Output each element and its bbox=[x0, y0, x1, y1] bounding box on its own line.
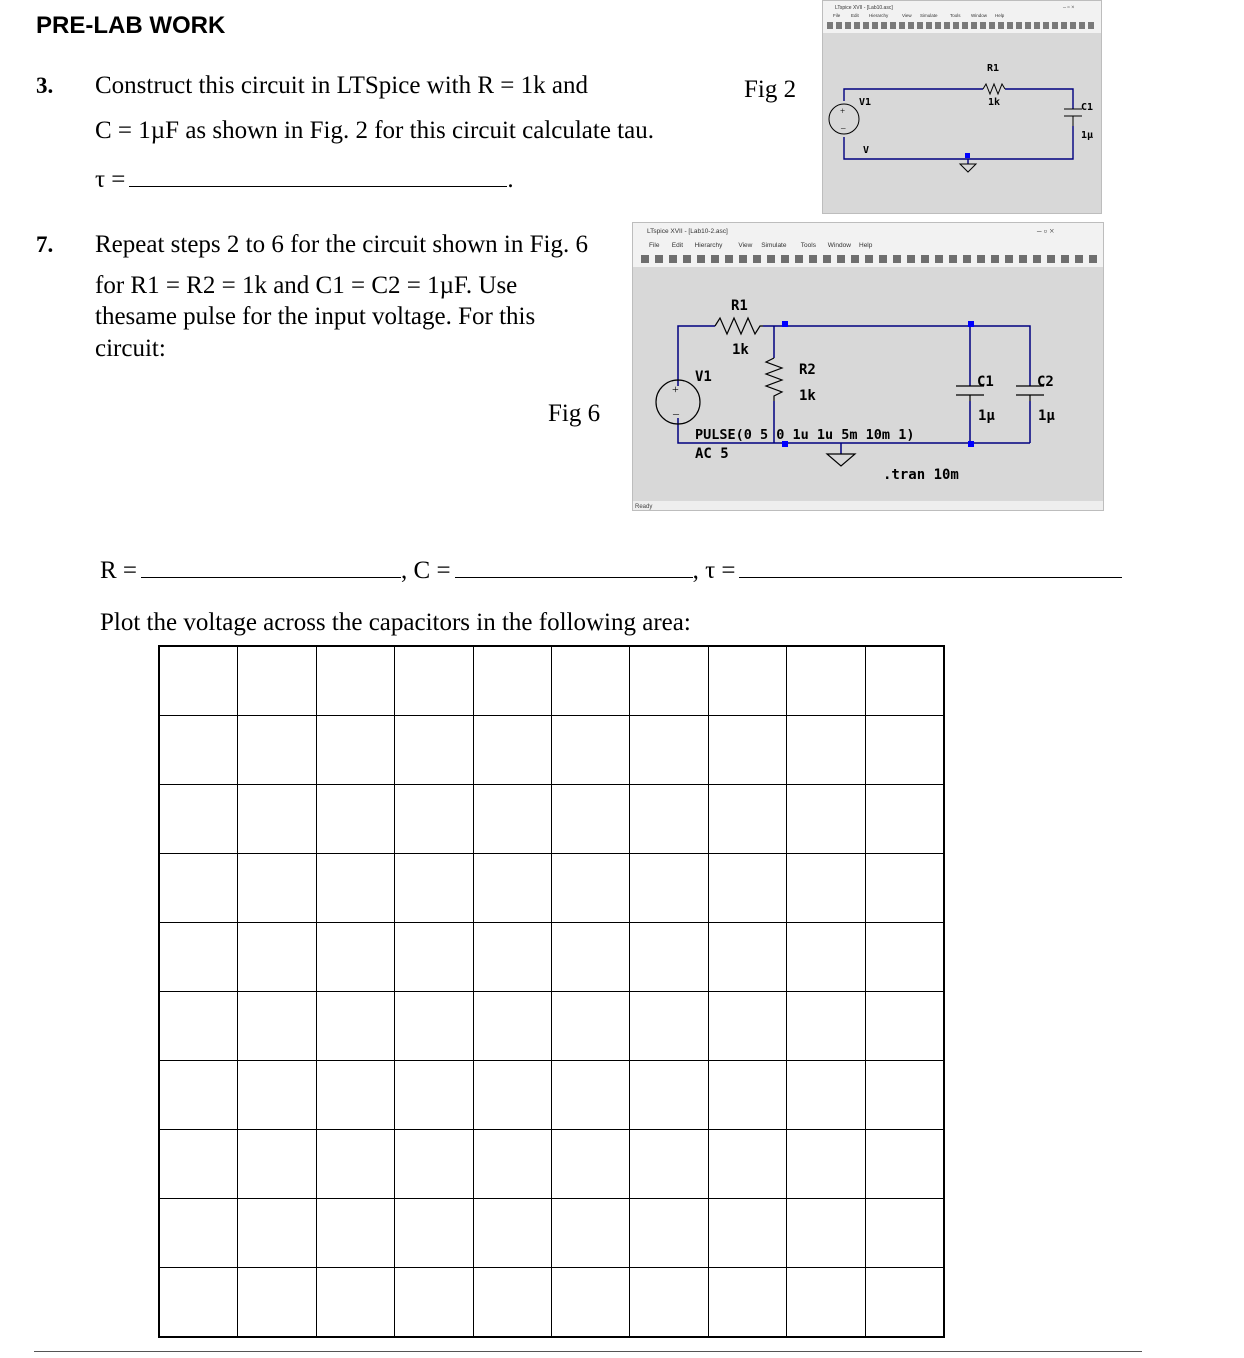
plot-grid-cell bbox=[865, 785, 943, 854]
toolbar-icon[interactable] bbox=[1061, 255, 1069, 263]
plot-grid-cell bbox=[630, 647, 708, 716]
plot-grid-cell bbox=[316, 785, 394, 854]
plot-grid-cell bbox=[551, 647, 629, 716]
fig6-pulse-directive: PULSE(0 5 0 1u 1u 5m 10m 1) bbox=[695, 427, 915, 443]
plot-grid-cell bbox=[473, 923, 551, 992]
plot-grid-cell bbox=[238, 1061, 316, 1130]
plot-grid-cell bbox=[551, 1268, 629, 1337]
plot-grid-cell bbox=[708, 1199, 786, 1268]
plot-grid-cell bbox=[473, 1130, 551, 1199]
toolbar-icon[interactable] bbox=[899, 22, 905, 29]
menu-item-file[interactable]: File bbox=[649, 242, 660, 249]
plot-grid-cell bbox=[316, 1061, 394, 1130]
plot-grid-cell bbox=[238, 647, 316, 716]
plot-grid-cell bbox=[551, 1061, 629, 1130]
toolbar-icon[interactable] bbox=[809, 255, 817, 263]
plot-grid-cell bbox=[551, 992, 629, 1061]
plot-grid-cell bbox=[160, 647, 238, 716]
fig6-ltspice-window bbox=[632, 222, 1104, 511]
plot-grid[interactable] bbox=[158, 645, 945, 1338]
question-7-line4: circuit: bbox=[95, 335, 166, 362]
question-3-line2: C = 1µF as shown in Fig. 2 for this circuit calculate tau. bbox=[95, 117, 654, 144]
toolbar-icon[interactable] bbox=[908, 22, 914, 29]
question-7-line3: thesame pulse for the input voltage. For this bbox=[95, 303, 536, 330]
plot-grid-cell bbox=[787, 716, 865, 785]
menu-item-view[interactable]: View bbox=[738, 242, 753, 249]
fig2-wires bbox=[844, 89, 1073, 164]
fig6-c2-label: C2 bbox=[1037, 374, 1054, 390]
plot-grid-cell bbox=[630, 854, 708, 923]
plot-grid-cell bbox=[551, 1199, 629, 1268]
fig2-c1-value: 1µ bbox=[1081, 130, 1094, 141]
fig6-status-bar: Ready bbox=[635, 504, 653, 510]
plot-grid-cell bbox=[238, 992, 316, 1061]
plot-grid-cell bbox=[238, 923, 316, 992]
toolbar-icon[interactable] bbox=[823, 255, 831, 263]
fig6-c1-label: C1 bbox=[977, 374, 994, 390]
plot-grid-row bbox=[160, 785, 944, 854]
menu-item-edit[interactable]: Edit bbox=[671, 242, 684, 249]
plot-grid-cell bbox=[865, 992, 943, 1061]
toolbar-icon[interactable] bbox=[1079, 22, 1085, 29]
plot-grid-cell bbox=[316, 1199, 394, 1268]
plot-grid-row bbox=[160, 1130, 944, 1199]
plot-grid-cell bbox=[630, 923, 708, 992]
plot-grid-cell bbox=[395, 923, 473, 992]
tau-label: τ = bbox=[95, 166, 126, 193]
plot-grid-cell bbox=[160, 1061, 238, 1130]
plot-grid-cell bbox=[787, 854, 865, 923]
plot-grid-cell bbox=[395, 1130, 473, 1199]
plot-grid-cell bbox=[160, 1199, 238, 1268]
fig6-resistor-r1[interactable] bbox=[715, 318, 763, 334]
fig2-r1-label: R1 bbox=[987, 63, 1000, 74]
plot-grid-cell bbox=[160, 854, 238, 923]
fig2-label: Fig 2 bbox=[744, 76, 797, 103]
plot-grid-row bbox=[160, 1061, 944, 1130]
fig6-r1-label: R1 bbox=[731, 298, 748, 314]
plot-grid-table bbox=[159, 646, 944, 1337]
toolbar-icon[interactable] bbox=[697, 255, 705, 263]
plot-grid-cell bbox=[708, 854, 786, 923]
fig2-ltspice-window bbox=[822, 0, 1102, 214]
fig2-resistor-r1[interactable] bbox=[983, 84, 1005, 94]
fig6-tran-directive: .tran 10m bbox=[883, 467, 959, 483]
fig2-window-title: LTspice XVII - [Lab10.asc] bbox=[835, 5, 893, 11]
plot-grid-row bbox=[160, 716, 944, 785]
plot-grid-cell bbox=[473, 1199, 551, 1268]
plot-grid-cell bbox=[865, 716, 943, 785]
plot-grid-cell bbox=[395, 647, 473, 716]
plot-grid-row bbox=[160, 854, 944, 923]
plot-grid-row bbox=[160, 923, 944, 992]
toolbar-icon[interactable] bbox=[1061, 22, 1067, 29]
plot-grid-cell bbox=[316, 1130, 394, 1199]
fig6-r1-value: 1k bbox=[732, 342, 749, 358]
menu-item-tools[interactable]: Tools bbox=[950, 13, 961, 18]
plot-grid-cell bbox=[708, 923, 786, 992]
plot-grid-cell bbox=[551, 1130, 629, 1199]
toolbar-icon[interactable] bbox=[998, 22, 1004, 29]
plot-grid-cell bbox=[708, 1268, 786, 1337]
plot-grid-cell bbox=[708, 647, 786, 716]
fig6-c2-value: 1µ bbox=[1038, 408, 1055, 424]
fig6-window-title: LTspice XVII - [Lab10-2.asc] bbox=[647, 228, 728, 235]
toolbar-icon[interactable] bbox=[989, 22, 995, 29]
plot-grid-cell bbox=[473, 1268, 551, 1337]
menu-item-file[interactable]: File bbox=[833, 13, 841, 18]
question-3-line1: Construct this circuit in LTSpice with R = 1k and bbox=[95, 72, 588, 99]
plot-grid-cell bbox=[395, 785, 473, 854]
toolbar-icon[interactable] bbox=[962, 22, 968, 29]
plot-grid-cell bbox=[160, 716, 238, 785]
fig6-label: Fig 6 bbox=[548, 400, 601, 427]
plot-grid-cell bbox=[473, 785, 551, 854]
r-answer-blank[interactable] bbox=[141, 555, 401, 578]
plot-grid-cell bbox=[160, 1130, 238, 1199]
toolbar-icon[interactable] bbox=[953, 22, 959, 29]
plot-grid-cell bbox=[630, 1199, 708, 1268]
plot-grid-cell bbox=[708, 1061, 786, 1130]
menu-item-hierarchy[interactable]: Hierarchy bbox=[869, 13, 889, 18]
c-answer-blank[interactable] bbox=[455, 555, 693, 578]
plot-grid-cell bbox=[787, 923, 865, 992]
toolbar-icon[interactable] bbox=[1052, 22, 1058, 29]
menu-item-simulate[interactable]: Simulate bbox=[920, 13, 938, 18]
plot-grid-cell bbox=[865, 1199, 943, 1268]
fig6-resistor-r2[interactable] bbox=[766, 358, 782, 401]
plot-grid-cell bbox=[238, 785, 316, 854]
plot-grid-cell bbox=[160, 992, 238, 1061]
plot-grid-cell bbox=[787, 992, 865, 1061]
plot-grid-cell bbox=[238, 716, 316, 785]
fig2-capacitor-c1[interactable] bbox=[1064, 109, 1082, 126]
toolbar-icon[interactable] bbox=[1025, 22, 1031, 29]
plot-grid-cell bbox=[238, 1268, 316, 1337]
plot-grid-cell bbox=[316, 923, 394, 992]
plot-grid-cell bbox=[316, 854, 394, 923]
plot-grid-cell bbox=[708, 992, 786, 1061]
menu-item-edit[interactable]: Edit bbox=[851, 13, 859, 18]
plot-grid-row bbox=[160, 1199, 944, 1268]
menu-item-view[interactable]: View bbox=[902, 13, 912, 18]
menu-item-window[interactable]: Window bbox=[827, 242, 851, 249]
plot-grid-cell bbox=[473, 1061, 551, 1130]
plot-grid-cell bbox=[630, 785, 708, 854]
fig2-c1-label: C1 bbox=[1081, 102, 1094, 113]
toolbar-icon[interactable] bbox=[851, 255, 859, 263]
toolbar-icon[interactable] bbox=[683, 255, 691, 263]
plot-grid-cell bbox=[238, 854, 316, 923]
toolbar-icon[interactable] bbox=[893, 255, 901, 263]
question-3-tau-row bbox=[95, 164, 514, 192]
toolbar-icon[interactable] bbox=[963, 255, 971, 263]
plot-grid-cell bbox=[787, 1130, 865, 1199]
plot-grid-cell bbox=[160, 923, 238, 992]
toolbar-icon[interactable] bbox=[865, 255, 873, 263]
toolbar-icon[interactable] bbox=[711, 255, 719, 263]
menu-item-tools[interactable]: Tools bbox=[800, 242, 816, 249]
toolbar-icon[interactable] bbox=[854, 22, 860, 29]
menu-item-help[interactable]: Help bbox=[859, 242, 873, 249]
plot-grid-cell bbox=[708, 716, 786, 785]
toolbar-icon[interactable] bbox=[1016, 22, 1022, 29]
toolbar-icon[interactable] bbox=[641, 255, 649, 263]
plot-grid-cell bbox=[708, 785, 786, 854]
fig2-menubar bbox=[823, 11, 1101, 19]
fig6-v1-label: V1 bbox=[695, 369, 712, 385]
plot-grid-cell bbox=[630, 1268, 708, 1337]
toolbar-icon[interactable] bbox=[935, 22, 941, 29]
fig6-r2-value: 1k bbox=[799, 388, 816, 404]
toolbar-icon[interactable] bbox=[881, 22, 887, 29]
plot-grid-row bbox=[160, 1268, 944, 1337]
svg-text:+: + bbox=[672, 382, 679, 396]
plot-grid-cell bbox=[630, 1130, 708, 1199]
svg-text:–: – bbox=[841, 123, 846, 133]
plot-grid-cell bbox=[787, 1199, 865, 1268]
question-7-line2: for R1 = R2 = 1k and C1 = C2 = 1µF. Use bbox=[95, 272, 518, 299]
plot-grid-cell bbox=[160, 785, 238, 854]
fig6-window-controls[interactable]: – ▫ × bbox=[1037, 226, 1055, 236]
fig6-c1-value: 1µ bbox=[978, 408, 995, 424]
plot-grid-cell bbox=[395, 716, 473, 785]
plot-grid-cell bbox=[473, 992, 551, 1061]
toolbar-icon[interactable] bbox=[879, 255, 887, 263]
toolbar-icon[interactable] bbox=[739, 255, 747, 263]
plot-grid-cell bbox=[787, 647, 865, 716]
toolbar-icon[interactable] bbox=[725, 255, 733, 263]
plot-grid-cell bbox=[238, 1130, 316, 1199]
toolbar-icon[interactable] bbox=[926, 22, 932, 29]
toolbar-icon[interactable] bbox=[949, 255, 957, 263]
toolbar-icon[interactable] bbox=[991, 255, 999, 263]
toolbar-icon[interactable] bbox=[1047, 255, 1055, 263]
menu-item-help[interactable]: Help bbox=[995, 13, 1005, 18]
plot-grid-cell bbox=[551, 923, 629, 992]
plot-grid-cell bbox=[316, 647, 394, 716]
toolbar-icon[interactable] bbox=[935, 255, 943, 263]
toolbar-icon[interactable] bbox=[872, 22, 878, 29]
toolbar-icon[interactable] bbox=[1019, 255, 1027, 263]
fig2-window-controls[interactable]: – ▫ × bbox=[1063, 5, 1075, 11]
plot-grid-cell bbox=[708, 1130, 786, 1199]
plot-instruction: Plot the voltage across the capacitors in the following area: bbox=[100, 609, 691, 636]
footer-divider bbox=[34, 1351, 1142, 1352]
toolbar-icon[interactable] bbox=[971, 22, 977, 29]
question-3-number: 3. bbox=[36, 73, 54, 98]
plot-grid-cell bbox=[473, 716, 551, 785]
toolbar-icon[interactable] bbox=[655, 255, 663, 263]
fig6-ac-directive: AC 5 bbox=[695, 446, 729, 462]
tau-answer-blank-2[interactable] bbox=[739, 555, 1122, 578]
fig6-r2-label: R2 bbox=[799, 362, 816, 378]
toolbar-icon[interactable] bbox=[1033, 255, 1041, 263]
toolbar-icon[interactable] bbox=[753, 255, 761, 263]
plot-grid-cell bbox=[787, 1268, 865, 1337]
plot-grid-cell bbox=[316, 992, 394, 1061]
plot-grid-cell bbox=[787, 785, 865, 854]
fig2-ground-icon[interactable] bbox=[960, 164, 976, 172]
toolbar-icon[interactable] bbox=[917, 22, 923, 29]
plot-grid-cell bbox=[551, 716, 629, 785]
fig2-v1-label: V1 bbox=[859, 97, 872, 108]
toolbar-icon[interactable] bbox=[795, 255, 803, 263]
toolbar-icon[interactable] bbox=[827, 22, 833, 29]
plot-grid-row bbox=[160, 647, 944, 716]
plot-grid-cell bbox=[630, 992, 708, 1061]
plot-grid-cell bbox=[630, 1061, 708, 1130]
toolbar-icon[interactable] bbox=[1034, 22, 1040, 29]
plot-grid-cell bbox=[865, 923, 943, 992]
toolbar-icon[interactable] bbox=[669, 255, 677, 263]
plot-grid-cell bbox=[630, 716, 708, 785]
plot-grid-cell bbox=[395, 1061, 473, 1130]
toolbar-icon[interactable] bbox=[944, 22, 950, 29]
plot-grid-cell bbox=[473, 854, 551, 923]
plot-grid-cell bbox=[551, 854, 629, 923]
toolbar-icon[interactable] bbox=[1075, 255, 1083, 263]
plot-grid-cell bbox=[395, 854, 473, 923]
plot-grid-cell bbox=[865, 854, 943, 923]
tau-answer-blank[interactable] bbox=[129, 164, 507, 187]
plot-grid-cell bbox=[865, 647, 943, 716]
toolbar-icon[interactable] bbox=[921, 255, 929, 263]
question-7-number: 7. bbox=[36, 232, 54, 257]
fig6-schematic bbox=[633, 223, 1103, 510]
plot-grid-cell bbox=[316, 716, 394, 785]
tau-label-2: , τ = bbox=[692, 557, 736, 584]
menu-item-simulate[interactable]: Simulate bbox=[761, 242, 787, 249]
plot-grid-cell bbox=[395, 1268, 473, 1337]
fig6-ground-icon[interactable] bbox=[827, 454, 855, 466]
menu-item-window[interactable]: Window bbox=[971, 13, 988, 18]
plot-grid-cell bbox=[865, 1130, 943, 1199]
menu-item-hierarchy[interactable]: Hierarchy bbox=[694, 242, 723, 249]
toolbar-icon[interactable] bbox=[890, 22, 896, 29]
tau-period: . bbox=[507, 166, 514, 193]
toolbar-icon[interactable] bbox=[1005, 255, 1013, 263]
question-7-line1: Repeat steps 2 to 6 for the circuit shown in Fig. 6 bbox=[95, 231, 588, 258]
answer-row bbox=[100, 555, 1122, 583]
plot-grid-cell bbox=[395, 1199, 473, 1268]
plot-grid-cell bbox=[551, 785, 629, 854]
toolbar-icon[interactable] bbox=[845, 22, 851, 29]
svg-text:+: + bbox=[840, 106, 846, 116]
toolbar-icon[interactable] bbox=[863, 22, 869, 29]
toolbar-icon[interactable] bbox=[1089, 255, 1097, 263]
plot-grid-cell bbox=[160, 1268, 238, 1337]
toolbar-icon[interactable] bbox=[980, 22, 986, 29]
plot-grid-cell bbox=[865, 1061, 943, 1130]
svg-text:–: – bbox=[673, 406, 679, 420]
c-label: , C = bbox=[401, 557, 451, 584]
plot-grid-cell bbox=[473, 647, 551, 716]
fig2-r1-value: 1k bbox=[988, 97, 1001, 108]
toolbar-icon[interactable] bbox=[1043, 22, 1049, 29]
plot-grid-cell bbox=[787, 1061, 865, 1130]
toolbar-icon[interactable] bbox=[1088, 22, 1094, 29]
plot-grid-cell bbox=[395, 992, 473, 1061]
toolbar-icon[interactable] bbox=[836, 22, 842, 29]
toolbar-icon[interactable] bbox=[1070, 22, 1076, 29]
toolbar-icon[interactable] bbox=[837, 255, 845, 263]
plot-grid-cell bbox=[316, 1268, 394, 1337]
toolbar-icon[interactable] bbox=[907, 255, 915, 263]
plot-grid-cell bbox=[238, 1199, 316, 1268]
plot-grid-row bbox=[160, 992, 944, 1061]
plot-grid-cell bbox=[865, 1268, 943, 1337]
r-label: R = bbox=[100, 557, 138, 584]
toolbar-icon[interactable] bbox=[767, 255, 775, 263]
fig2-schematic bbox=[823, 1, 1101, 213]
toolbar-icon[interactable] bbox=[781, 255, 789, 263]
page-title: PRE-LAB WORK bbox=[36, 12, 226, 39]
toolbar-icon[interactable] bbox=[1007, 22, 1013, 29]
toolbar-icon[interactable] bbox=[977, 255, 985, 263]
fig2-v1-value: V bbox=[863, 145, 870, 156]
